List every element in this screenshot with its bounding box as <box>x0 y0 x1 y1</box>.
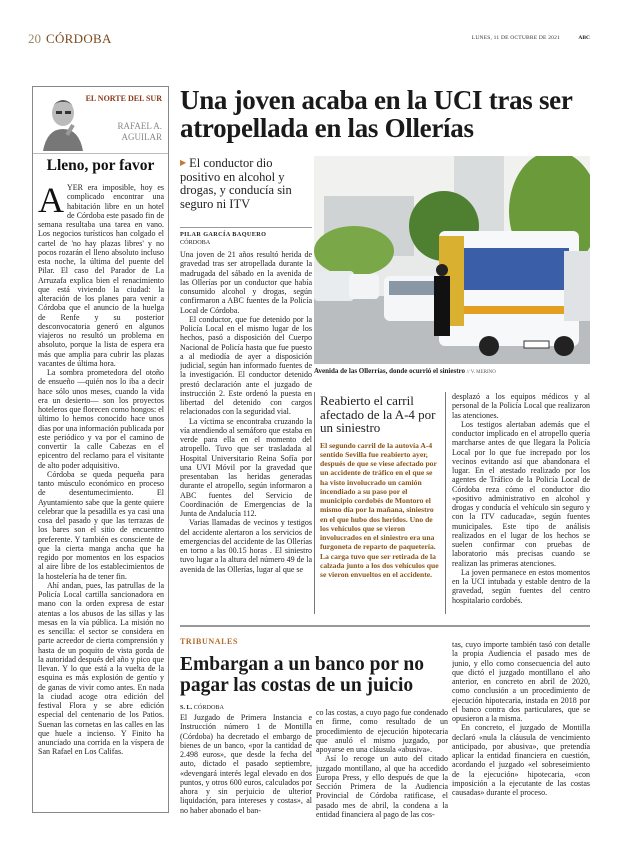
triangle-bullet-icon: ▶ <box>180 158 187 167</box>
author-name: S. L. <box>180 704 193 711</box>
tribunales-kicker: TRIBUNALES <box>180 637 239 646</box>
section-title: CÓRDOBA <box>46 31 112 46</box>
byline-location: CÓRDOBA <box>180 239 211 246</box>
paper-name: ABC <box>578 35 590 41</box>
caption-text: Avenida de las Ollerrías, donde ocurrió el siniestro <box>314 367 466 375</box>
paragraph: co las costas, a cuyo pago fue condenado en firme, como resultado de un procedimiento de ejecución hipotecaria que anuló el mismo juzgado, por apoyarse en una cláusula «abusiva». <box>316 708 448 754</box>
tribunales-headline: Embargan a un banco por no pagar las costas de un juicio <box>180 654 424 696</box>
sidebar-body: El segundo carril de la autovía A-4 sentido Sevilla fue reabierto ayer, después de que se viese afectado por un accidente de tráfico en el que se ha visto involucrado un camión incendiado a su paso por el municipio cordobés de Montoro el mismo día por la mañana, siniestro en el que hubo dos heridos. Uno de los vehículos que se vieron involucrados en el siniestro era una furgoneta de reparto de paquetería. La carga tuvo que ser retirada de la calzada junto a los dos vehículos que se vieron envueltos en el accidente. <box>320 440 439 579</box>
deck-text: El conductor dio positivo en alcohol y drogas, y conducía sin seguro ni ITV <box>180 156 292 211</box>
sidebar-box <box>314 392 446 614</box>
paragraph: Ahí andan, pues, las patrullas de la Policía Local cartilla sancionadora en mano con la orden expresa de estar atentas a los abusos de las sillas y las mesas en la vía pública. La misión no es sencilla: el sector se considera en parte acreedor de cierta comprensión y hasta de un poquito de vista gorda de la autoridad después del año y pico que llevan. Y lo que está a la vuelta de la esquina es más explosión de gentío y de ganas de vivir como antes. En nada la ciudad acoge otra edición del festival Flora y se abre edición especial del centenario de los Patios. Suenan las cornetas en las calles en las que huele a incienso. Y Finito ha anunciado una corrida en la víspera de San Rafael en Los Califas. <box>38 580 164 757</box>
page-number: 20 <box>28 31 41 46</box>
main-article-column-1 <box>180 250 312 614</box>
main-byline <box>180 227 312 247</box>
tribunales-column-3 <box>452 640 590 840</box>
column-body <box>38 183 164 783</box>
paragraph: La víctima se encontraba cruzando la vía atendiendo al semáforo que estaba en verde para ella en el momento del atropello. Tuvo que ser trasladada al Hospital Universitario Reina Sofía por una UVI Móvil por la gravedad que presentaban las heridas generadas durante el atropello, según informaron a ABC fuentes del Servicio de Coordinación de Emergencias de la Junta de Andalucía 112. <box>180 416 312 518</box>
paragraph: Córdoba se queda pequeña para tanto músculo económico en proceso de desentumecimiento. El Ayuntamiento sabe que la gente quiere celebrar que la pesadilla es ya casi una cosa del pasado y que las terrazas de los bares son el sitio de encuentro preferente. Y también es consciente de que la cierta manga ancha que ha regido por momentos en los espacios al aire libre de los establecimientos de la hostelería ha de tener fin. <box>38 469 164 581</box>
column-author <box>117 121 162 143</box>
tribunales-column-2 <box>316 708 448 843</box>
paragraph: tas, cuyo importe también tasó con detalle la propia Audiencia el pasado mes de junio, y ello como consecuencia del auto que dictó el juzgado montillano el año anterior, en concreto en abril de 2020, como conclusión a un procedimiento de ejecución hipotecaria, instada en 2018 por el banco contra dos particulares, que se opusieron a la misma. <box>452 640 590 723</box>
author-last-name: AGUILAR <box>121 132 162 142</box>
author-name: PILAR GARCÍA BAQUERO <box>180 231 267 238</box>
paragraph: La sombra prometedora del otoño de ensueño —quién nos lo iba a decir hace sólo unos meses, cuando la vida era un desierto— son los proyectos hoteleros que florecen como hongos: el último lo hemos conocido hace unos días por una información publicada por este periódico y va por el camino de convertir la calle Cabezas en el epicentro del reclamo para el visitante de alto poder adquisitivo. <box>38 368 164 470</box>
opinion-column <box>32 86 169 813</box>
issue-date: LUNES, 11 DE OCTUBRE DE 2021 <box>471 35 560 41</box>
main-deck <box>180 156 314 211</box>
paragraph: Varias llamadas de vecinos y testigos del accidente alertaron a los servicios de emergencias del accidente de las Ollerías en torno a las 00.15 horas . El siniestro tuvo lugar a la altura del número 49 de la avenida de las Ollerías, lugar al que se <box>180 518 312 574</box>
paragraph: El conductor, que fue detenido por la Policía Local en el mismo lugar de los hechos, pasó a disposición del Cuerpo Nacional de Policía hasta que fue puesto a al mediodía de ayer a disposición judicial, según han informado fuentes de la investigación. El conductor detenido prestó declaración ante el juzgado de instrucción 2. Este ordenó la puesta en libertad del detenido con cargos relacionados con la seguridad vial. <box>180 314 312 417</box>
accident-photo <box>314 156 590 364</box>
author-portrait <box>39 91 87 151</box>
section-divider <box>180 625 590 627</box>
paragraph: Una joven de 21 años resultó herida de gravedad tras ser atropellada durante la madrugada del sábado en la avenida de las Ollerías por un conductor que había consumido alcohol y drogas, según confirmaron a ABC fuentes de la Policía Local de Córdoba. <box>180 250 312 315</box>
author-first-name: RAFAEL A. <box>117 121 162 131</box>
paragraph: Así lo recoge un auto del citado juzgado montillano, al que ha accedido Europa Press, y ello después de que la Sección Primera de la Audiencia Provincial de Córdoba ratificase, el pasado mes de abril, la condena a la entidad financiera al pago de las cos- <box>316 754 448 819</box>
tribunales-byline <box>180 704 224 711</box>
main-article-column-2 <box>452 392 590 614</box>
photo-caption <box>314 367 590 375</box>
paragraph: En concreto, el juzgado de Montilla declaró «nula la cláusula de vencimiento anticipado, por abusiva», que pretendía aplicar la entidad financiera en cuestión, acordando el juzgado «el sobreseimiento de la ejecución» hipotecaria, «con imposición a la ejecutante de las costas causadas» durante el proceso. <box>452 723 590 797</box>
main-headline: Una joven acaba en la UCI tras ser atropellada en las Ollerías <box>180 85 573 143</box>
drop-cap: A <box>38 183 64 220</box>
paragraph: YER era imposible, hoy es complicado encontrar una habitación libre en un hotel de Córdoba este pasado fin de semana resultaba una tarea en vano. Los negocios turísticos han colgado el cartel de 'no hay plazas libres' y no pocos rozarán el lleno absoluto incluso esta noche, la última del puente del Pilar. El caso del Parador de La Arruzafa explica bien el renacimiento que está viviendo la ciudad: la alteración de los planes para venir a Córdoba que el anuncio de la huelga de Renfe y su posterior desconvocatoria generó en algunos viajeros no resultó un problema en absoluto, porque la lista de espera era más que amplia para cubrir las plazas vacantes de última hora. <box>38 183 164 368</box>
photo-credit: // V. MERINO <box>466 370 496 375</box>
byline-location: CÓRDOBA <box>193 704 225 711</box>
paragraph: La joven permanece en estos momentos en la UCI intubada y estable dentro de la gravedad, según fuentes del centro hospitalario cordobés. <box>452 567 590 605</box>
paragraph: Los testigos alertaban además que el conductor implicado en el atropello quería marcharse antes de que llegara la Policía Local por lo que fue increpado por los vecinos evitando así que abandonara el lugar. En el atestado realizado por los agentes de Tráfico de la Policía Local de Córdoba reza cómo el conductor dio «positivo administrativo en alcohol y drogas y conducía el vehículo sin seguro y con la ITV caducada», según fuentes municipales. Este tipo de análisis realizados en el lugar de los hechos se suelen confirmar con pruebas de laboratorio más precisas cuando se realizan las primeras atenciones. <box>452 419 590 568</box>
sidebar-title: Reabierto el carril afectado de la A-4 por un siniestro <box>320 393 436 435</box>
column-label: EL NORTE DEL SUR <box>85 94 162 103</box>
column-title: Lleno, por favor <box>33 153 168 175</box>
paragraph: El Juzgado de Primera Instancia e Instrucción número 1 de Montilla (Córdoba) ha decretado el embargo de bienes de un banco, «por la cantidad de 2.498 euros», que desde la fecha del auto, dictado el pasado septiembre, «devengará interés legal elevado en dos puntos, y otros 600 euros, calculados por ahora y sin perjuicio de ulterior liquidación, para intereses y costas», al no haber abonado el ban- <box>180 713 312 815</box>
paragraph: desplazó a los equipos médicos y al personal de la Policía Local que realizaron las atenciones. <box>452 392 590 420</box>
tribunales-column-1 <box>180 713 312 843</box>
